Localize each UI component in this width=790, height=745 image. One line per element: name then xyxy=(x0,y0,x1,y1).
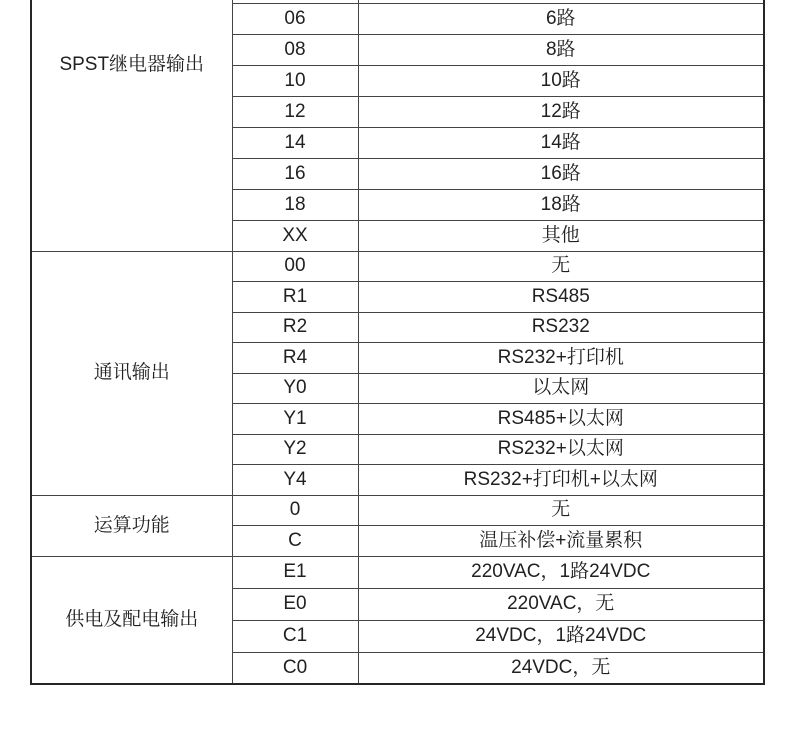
code-cell: 18 xyxy=(232,189,358,220)
description-cell: RS485 xyxy=(358,282,764,313)
description-cell: 温压补偿+流量累积 xyxy=(358,526,764,557)
description-cell: RS232+以太网 xyxy=(358,434,764,465)
code-cell: R1 xyxy=(232,282,358,313)
description-cell: 24VDC，无 xyxy=(358,652,764,684)
code-cell: Y0 xyxy=(232,373,358,404)
description-cell: 18路 xyxy=(358,189,764,220)
description-cell: RS232+打印机 xyxy=(358,343,764,374)
description-cell: 14路 xyxy=(358,127,764,158)
description-cell: 8路 xyxy=(358,34,764,65)
description-cell: 以太网 xyxy=(358,373,764,404)
code-cell: 00 xyxy=(232,251,358,282)
category-cell-power-supply-output xyxy=(31,556,232,684)
description-cell: RS232 xyxy=(358,312,764,343)
category-label: SPST继电器输出 xyxy=(59,54,205,75)
table-row xyxy=(31,495,764,526)
category-label: 运算功能 xyxy=(93,514,170,536)
code-cell: Y1 xyxy=(232,404,358,435)
code-cell: 10 xyxy=(232,65,358,96)
description-cell: 无 xyxy=(358,495,764,526)
description-cell: 10路 xyxy=(358,65,764,96)
code-cell: 08 xyxy=(232,34,358,65)
category-cell-computation-function xyxy=(31,495,232,556)
table-row xyxy=(31,251,764,282)
description-cell: 其他 xyxy=(358,220,764,251)
description-cell: 220VAC，1路24VDC xyxy=(358,556,764,588)
table-row xyxy=(31,556,764,588)
code-cell: R2 xyxy=(232,312,358,343)
code-cell: E0 xyxy=(232,588,358,620)
code-cell: C xyxy=(232,526,358,557)
code-cell: 14 xyxy=(232,127,358,158)
code-cell: 0 xyxy=(232,495,358,526)
code-cell: 16 xyxy=(232,158,358,189)
code-cell: Y2 xyxy=(232,434,358,465)
description-cell: 6路 xyxy=(358,3,764,34)
category-cell-communication-output xyxy=(31,251,232,495)
code-cell: 06 xyxy=(232,3,358,34)
description-cell: 24VDC，1路24VDC xyxy=(358,620,764,652)
description-cell: 12路 xyxy=(358,96,764,127)
category-cell-spst-relay-output xyxy=(31,0,232,251)
code-cell: C0 xyxy=(232,652,358,684)
code-cell: E1 xyxy=(232,556,358,588)
description-cell: RS232+打印机+以太网 xyxy=(358,465,764,496)
description-cell: RS485+以太网 xyxy=(358,404,764,435)
code-cell: Y4 xyxy=(232,465,358,496)
code-cell: XX xyxy=(232,220,358,251)
category-label: 通讯输出 xyxy=(93,362,170,383)
code-cell: 12 xyxy=(232,96,358,127)
model-selection-table xyxy=(30,0,765,685)
code-cell: C1 xyxy=(232,620,358,652)
description-cell: 16路 xyxy=(358,158,764,189)
code-cell: R4 xyxy=(232,343,358,374)
description-cell: 220VAC，无 xyxy=(358,588,764,620)
category-label: 供电及配电输出 xyxy=(65,608,199,630)
description-cell: 无 xyxy=(358,251,764,282)
